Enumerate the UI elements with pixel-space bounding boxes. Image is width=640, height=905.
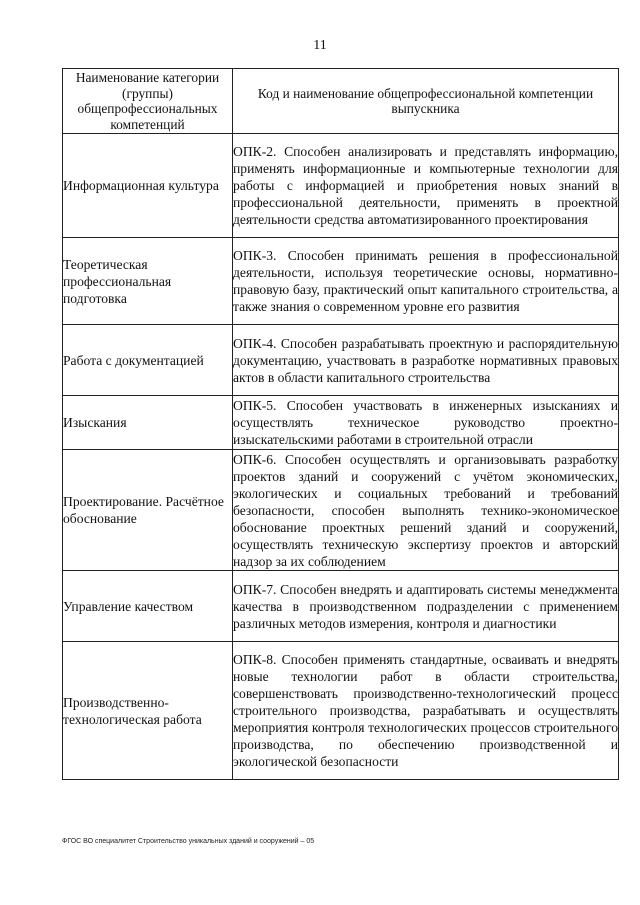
table-row (63, 571, 619, 642)
row-category: Информационная культура (63, 134, 233, 238)
row-category: Проектирование. Расчётное обоснование (63, 450, 233, 571)
row-competence: ОПК-7. Способен внедрять и адаптировать системы менеджмента качества в производственном подразделении с применением различных методов измерения, контроля и диагностики (233, 571, 619, 642)
table-row (63, 238, 619, 325)
table-row (63, 325, 619, 396)
table-row (63, 450, 619, 571)
header-category: Наименование категории (группы) общепрофессиональных компетенций (63, 69, 233, 134)
row-competence: ОПК-8. Способен применять стандартные, осваивать и внедрять новые технологии работ в области строительства, совершенствовать производственно-технологический процесс строительного производства, разрабатывать и осуществлять мероприятия контроля технологических процессов строительного производства, по обеспечению производственной и экологической безопасности (233, 642, 619, 780)
row-competence: ОПК-6. Способен осуществлять и организовывать разработку проектов зданий и сооружений с учётом экономических, экологических и социальных требований и требований безопасности, способен выполнять технико-экономическое обоснование проектных решений зданий и сооружений, осуществлять техническую экспертизу проектов и авторский надзор за их соблюдением (233, 451, 618, 569)
row-category: Работа с документацией (63, 325, 233, 396)
row-competence: ОПК-3. Способен принимать решения в профессиональной деятельности, используя теоретические основы, нормативно-правовую базу, практический опыт капитального строительства, а также знания о современном уровне его развития (233, 238, 619, 325)
page-number: 11 (313, 38, 327, 53)
footer-note: ФГОС ВО специалитет Строительство уникальных зданий и сооружений – 05 (62, 838, 315, 845)
competencies-table (62, 68, 619, 780)
row-category: Управление качеством (63, 571, 233, 642)
row-competence: ОПК-4. Способен разрабатывать проектную и распорядительную документацию, участвовать в разработке нормативных правовых актов в области капитального строительства (233, 325, 619, 396)
table-row (63, 642, 619, 780)
row-category: Производственно-технологическая работа (63, 642, 233, 780)
header-competence: Код и наименование общепрофессиональной компетенции выпускника (233, 69, 619, 134)
row-category: Изыскания (63, 396, 233, 450)
table-row (63, 396, 619, 450)
table-header-row (63, 69, 619, 134)
table-row (63, 134, 619, 238)
row-competence: ОПК-5. Способен участвовать в инженерных изысканиях и осуществлять техническое руководство проектно-изыскательскими работами в строительной отрасли (233, 396, 619, 450)
row-competence: ОПК-2. Способен анализировать и представлять информацию, применять информационные и компьютерные технологии для работы с информацией и приобретения новых знаний в профессиональной деятельности, применять в проектной деятельности средства автоматизированного проектирования (233, 134, 619, 238)
row-category: Теоретическая профессиональная подготовка (63, 238, 233, 325)
